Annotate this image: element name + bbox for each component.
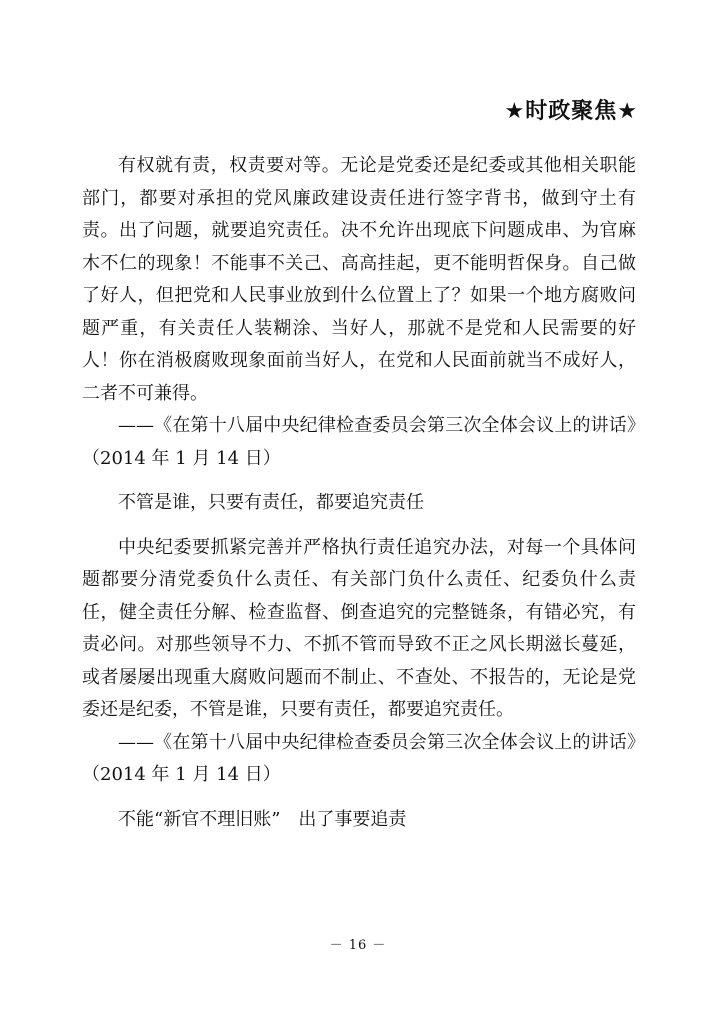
section-header: ★时政聚焦★ (504, 99, 638, 124)
paragraph-accountability: 中央纪委要抓紧完善并严格执行责任追究办法，对每一个具体问题都要分清党委负什么责任、有关部门负什么责任、纪委负什么责任，健全责任分解、检查监督、倒查追究的完整链条，有错必究，有责必问。对那些领导不力、不抓不管而导致不正之风长期滋长蔓延，或者屡屡出现重大腐败问题而不制止、不查处、不报告的，无论是党委还是纪委，不管是谁，只要有责任，都要追究责任。 (82, 536, 636, 720)
subheading: 不管是谁，只要有责任，都要追究责任 (118, 492, 424, 513)
paragraph-responsibility: 有权就有责，权责要对等。无论是党委还是纪委或其他相关职能部门，都要对承担的党风廉政建设责任进行签字背书，做到守土有责。出了问题，就要追究责任。决不允许出现底下问题成串、为官麻木不仁的现象！不能事不关己、高高挂起，更不能明哲保身。自己做了好人，但把党和人民事业放到什么位置上了？如果一个地方腐败问题严重，有关责任人装糊涂、当好人，那就不是党和人民需要的好人！你在消极腐败现象面前当好人，在党和人民面前就当不成好人，二者不可兼得。 (82, 155, 636, 404)
quote-source: ——《在第十八届中央纪律检查委员会第三次全体会议上的讲话》（2014 年 1 月 14 日） (82, 415, 636, 469)
subheading: 不能“新官不理旧账” 出了事要追责 (118, 808, 407, 830)
quote-source: ——《在第十八届中央纪律检查委员会第三次全体会议上的讲话》（2014 年 1 月 14 日） (82, 731, 636, 785)
page-number: － 16 － (329, 938, 387, 953)
document-body (82, 150, 636, 836)
